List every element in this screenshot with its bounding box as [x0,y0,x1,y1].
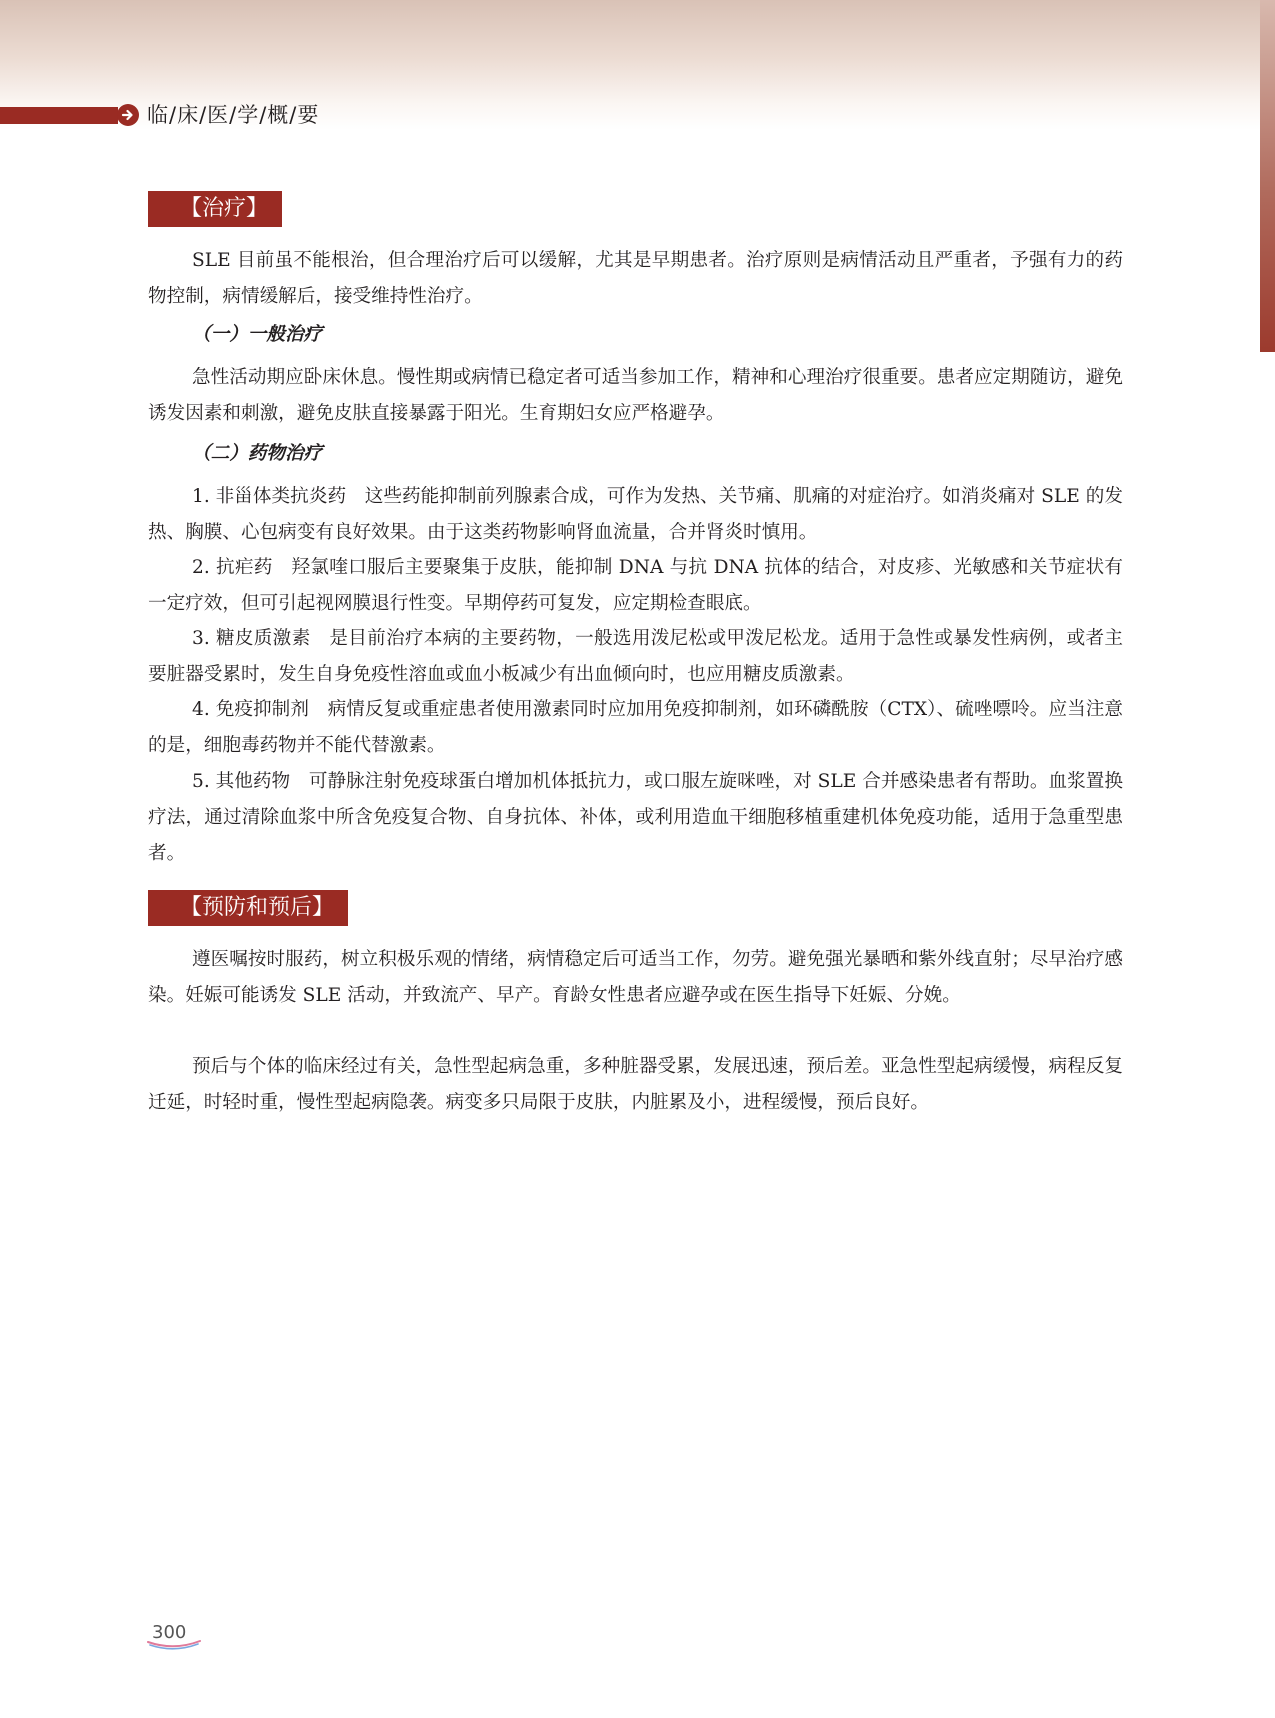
treatment-intro: SLE 目前虽不能根治，但合理治疗后可以缓解，尤其是早期患者。治疗原则是病情活动且严重者，予强有力的药物控制，病情缓解后，接受维持性治疗。 [148,250,1123,307]
page-swoosh-icon [146,1638,202,1650]
arrow-right-circle-icon [117,104,139,126]
general-treatment-text: 急性活动期应卧床休息。慢性期或病情已稳定者可适当参加工作，精神和心理治疗很重要。患者应定期随访，避免诱发因素和刺激，避免皮肤直接暴露于阳光。生育期妇女应严格避孕。 [148,367,1123,424]
book-title: 临/床/医/学/概/要 [147,103,320,127]
treatment-heading: 【治疗】 [148,191,282,227]
drug-treatment-heading: （二）药物治疗 [192,443,323,464]
header-accent-stripe [0,107,118,124]
general-treatment-heading: （一）一般治疗 [192,324,323,345]
drug-item-5: 5. 其他药物 可静脉注射免疫球蛋白增加机体抵抗力，或口服左旋咪唑，对 SLE 合并感染患者有帮助。血浆置换疗法，通过清除血浆中所含免疫复合物、自身抗体、补体，或利用造血干细胞移植重建机体免疫功能，适用于急重型患者。 [148,771,1123,864]
prevention-heading: 【预防和预后】 [148,890,348,926]
drug-item-1: 1. 非甾体类抗炎药 这些药能抑制前列腺素合成，可作为发热、关节痛、肌痛的对症治疗。如消炎痛对 SLE 的发热、胸膜、心包病变有良好效果。由于这类药物影响肾血流量，合并肾炎时慎用。 [148,486,1123,543]
drug-item-3: 3. 糖皮质激素 是目前治疗本病的主要药物，一般选用泼尼松或甲泼尼松龙。适用于急性或暴发性病例，或者主要脏器受累时，发生自身免疫性溶血或血小板减少有出血倾向时，也应用糖皮质激素。 [148,628,1123,685]
prevention-paragraph-1: 遵医嘱按时服药，树立积极乐观的情绪，病情稳定后可适当工作，勿劳。避免强光暴晒和紫外线直射；尽早治疗感染。妊娠可能诱发 SLE 活动，并致流产、早产。育龄女性患者应避孕或在医生指导下妊娠、分娩。 [148,949,1123,1006]
drug-item-2: 2. 抗疟药 羟氯喹口服后主要聚集于皮肤，能抑制 DNA 与抗 DNA 抗体的结合，对皮疹、光敏感和关节症状有一定疗效，但可引起视网膜退行性变。早期停药可复发，应定期检查眼底。 [148,557,1123,614]
drug-item-4: 4. 免疫抑制剂 病情反复或重症患者使用激素同时应加用免疫抑制剂，如环磷酰胺（CTX）、硫唑嘌呤。应当注意的是，细胞毒药物并不能代替激素。 [148,699,1123,756]
edge-accent-bar [1260,0,1275,352]
page-number: 300 [152,1622,187,1643]
prognosis-paragraph: 预后与个体的临床经过有关，急性型起病急重，多种脏器受累，发展迅速，预后差。亚急性型起病缓慢，病程反复迁延，时轻时重，慢性型起病隐袭。病变多只局限于皮肤，内脏累及小，进程缓慢，预后良好。 [148,1056,1123,1113]
